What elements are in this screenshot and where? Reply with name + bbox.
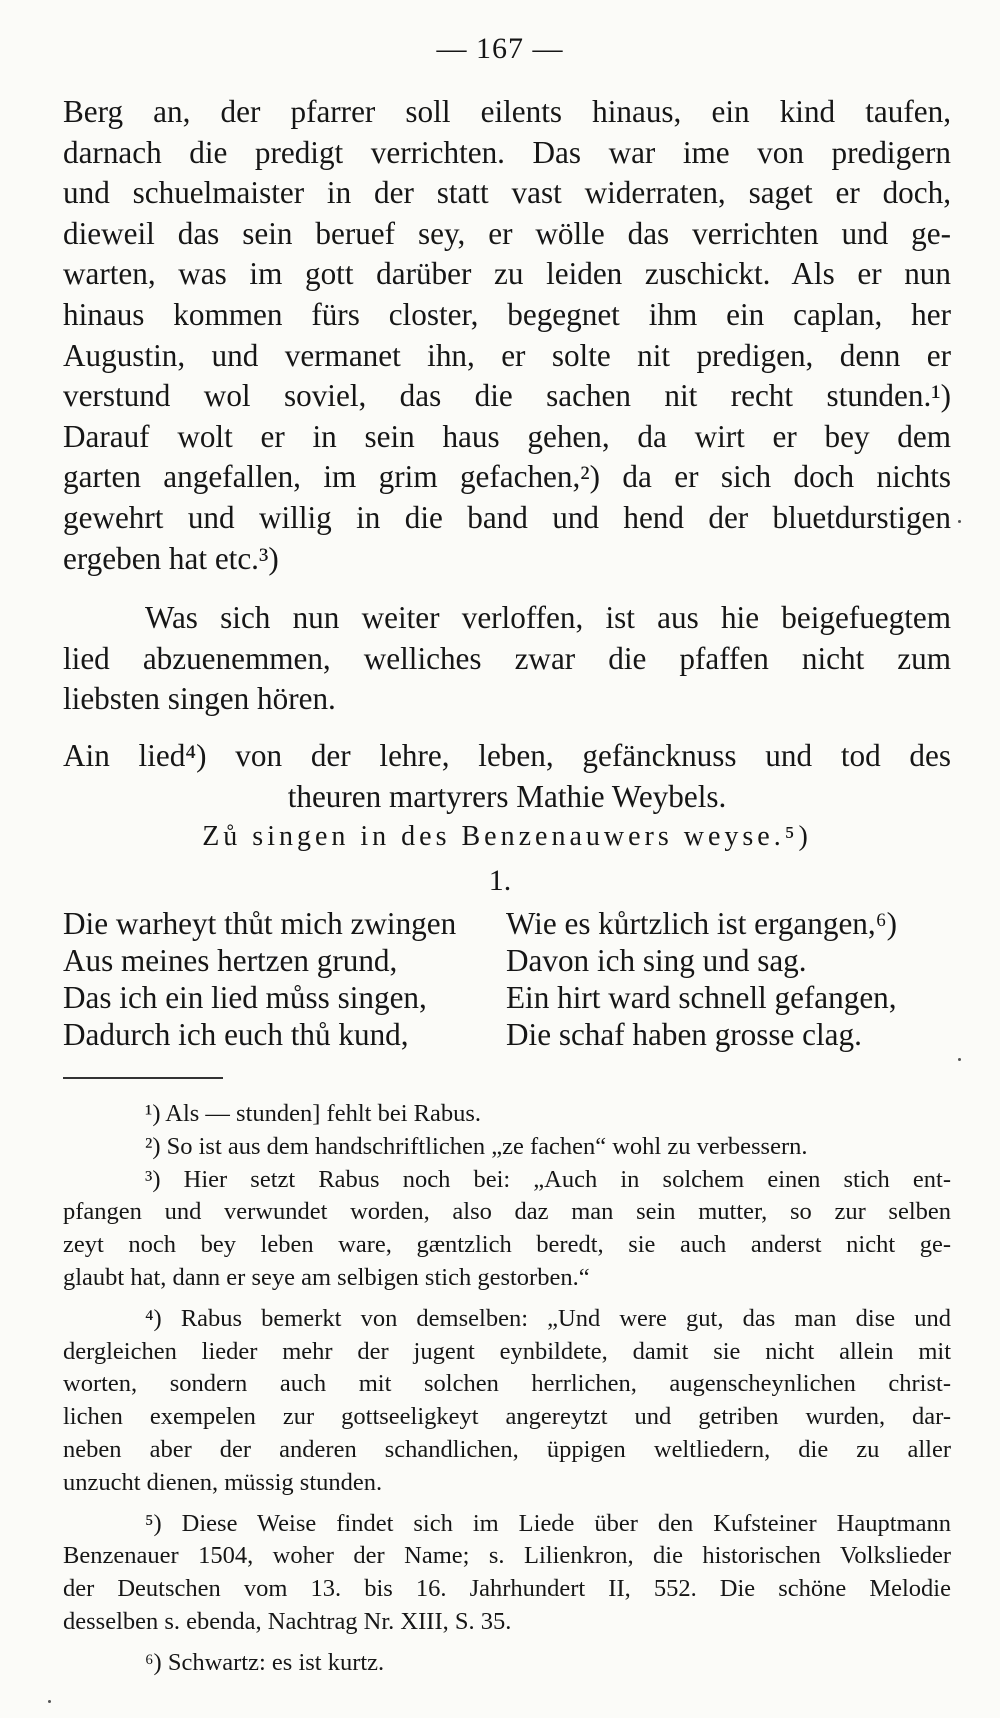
text-line: lied abzuenemmen, welliches zwar die pfaffen nicht zum	[63, 640, 951, 676]
verse-line: Ein hirt ward schnell gefangen,	[506, 980, 897, 1015]
paragraph-1	[63, 92, 951, 579]
text-line: und schuelmaister in der statt vast widerraten, saget er doch,	[63, 175, 951, 211]
page-number: — 167 —	[436, 32, 564, 65]
text-line: verstund wol soviel, das die sachen nit recht stunden.¹)	[63, 378, 951, 414]
text-line: ergeben hat etc.³)	[63, 540, 279, 576]
text-line: Augustin, und vermanet ihn, er solte nit predigen, denn er	[63, 337, 951, 373]
footnote-3	[63, 1164, 951, 1295]
footnote-line: Benzenauer 1504, woher der Name; s. Lilienkron, die historischen Volkslieder	[63, 1542, 951, 1570]
text-line: Berg an, der pfarrer soll eilents hinaus, ein kind taufen,	[63, 94, 951, 129]
footnote-2: ²) So ist aus dem handschriftlichen „ze fachen“ wohl zu verbessern.	[145, 1132, 808, 1160]
text-line: darnach die predigt verrichten. Das war ime von predigern	[63, 134, 951, 170]
footnote-5	[63, 1508, 951, 1639]
footnote-6: ⁶) Schwartz: es ist kurtz.	[145, 1648, 385, 1676]
footnotes	[63, 1098, 951, 1680]
verse-line: Wie es kůrtzlich ist ergangen,⁶)	[506, 906, 897, 941]
footnote-line: glaubt hat, dann er seye am selbigen stich gestorben.“	[63, 1263, 590, 1291]
stanza-number: 1.	[488, 864, 512, 897]
footnote-line: pfangen und verwundet worden, also daz man sein mutter, so zur selben	[63, 1198, 951, 1226]
footnote-line: ⁵) Diese Weise findet sich im Liede über den Kufsteiner Hauptmann	[145, 1509, 951, 1537]
stanza-right-column	[506, 905, 951, 1053]
text-line: gewehrt und willig in die band und hend der bluetdurstigen	[63, 499, 951, 535]
stanza-left-column	[63, 905, 483, 1053]
footnote-line: ⁴) Rabus bemerkt von demselben: „Und were gut, das man dise und	[145, 1304, 951, 1332]
text-line: warten, was im gott darüber zu leiden zuschickt. Als er nun	[63, 256, 951, 292]
footnote-line: lichen exempelen zur gottseeligkeyt angereytzt und getriben wurden, dar-	[63, 1403, 951, 1431]
verse-line: Davon ich sing und sag.	[506, 943, 807, 978]
footnote-line: neben aber der anderen schandlichen, üppigen weltliedern, die zu aller	[63, 1435, 951, 1463]
text-line: dieweil das sein beruef sey, er wölle das verrichten und ge-	[63, 215, 951, 251]
text-line: Was sich nun weiter verloffen, ist aus hie beigefuegtem	[145, 600, 951, 635]
verse-line: Die schaf haben grosse clag.	[506, 1017, 862, 1052]
footnote-line: zeyt noch bey leben ware, gæntzlich beredt, sie auch anderst nicht ge-	[63, 1231, 951, 1259]
text-line: Darauf wolt er in sein haus gehen, da wirt er bey dem	[63, 418, 951, 454]
verse-line: Die warheyt thůt mich zwingen	[63, 906, 457, 941]
song-title	[63, 736, 951, 817]
footnote-line: dergleichen lieder mehr der jugent eynbildete, damit sie nicht allein mit	[63, 1337, 951, 1365]
verse-line: Das ich ein lied můss singen,	[63, 980, 427, 1015]
song-subtitle: Zů singen in des Benzenauwers weyse.⁵)	[202, 821, 812, 852]
song-title-line: Ain lied⁴) von der lehre, leben, gefäncknuss und tod des	[63, 738, 951, 773]
verse-line: Dadurch ich euch thů kund,	[63, 1017, 409, 1052]
footnote-4	[63, 1303, 951, 1500]
song-title-line: theuren martyrers Mathie Weybels.	[287, 778, 727, 814]
footnote-line: der Deutschen vom 13. bis 16. Jahrhundert II, 552. Die schöne Melodie	[63, 1575, 951, 1603]
footnote-1: ¹) Als — stunden] fehlt bei Rabus.	[145, 1100, 482, 1127]
footnote-divider	[63, 1077, 223, 1079]
text-line: hinaus kommen fürs closter, begegnet ihm ein caplan, her	[63, 296, 951, 332]
margin-speck	[958, 520, 961, 523]
margin-speck	[958, 1058, 961, 1061]
footnote-line: unzucht dienen, müssig stunden.	[63, 1468, 383, 1496]
verse-line: Aus meines hertzen grund,	[63, 943, 398, 978]
paragraph-2	[63, 598, 951, 720]
margin-speck	[48, 1700, 51, 1703]
text-line: garten angefallen, im grim gefachen,²) da er sich doch nichts	[63, 459, 951, 495]
footnote-line: ³) Hier setzt Rabus noch bei: „Auch in solchem einen stich ent-	[145, 1165, 951, 1193]
footnote-line: desselben s. ebenda, Nachtrag Nr. XIII, S. 35.	[63, 1607, 512, 1635]
text-line: liebsten singen hören.	[63, 681, 336, 717]
footnote-line: worten, sondern auch mit solchen herrlichen, augenscheynlichen christ-	[63, 1370, 951, 1398]
